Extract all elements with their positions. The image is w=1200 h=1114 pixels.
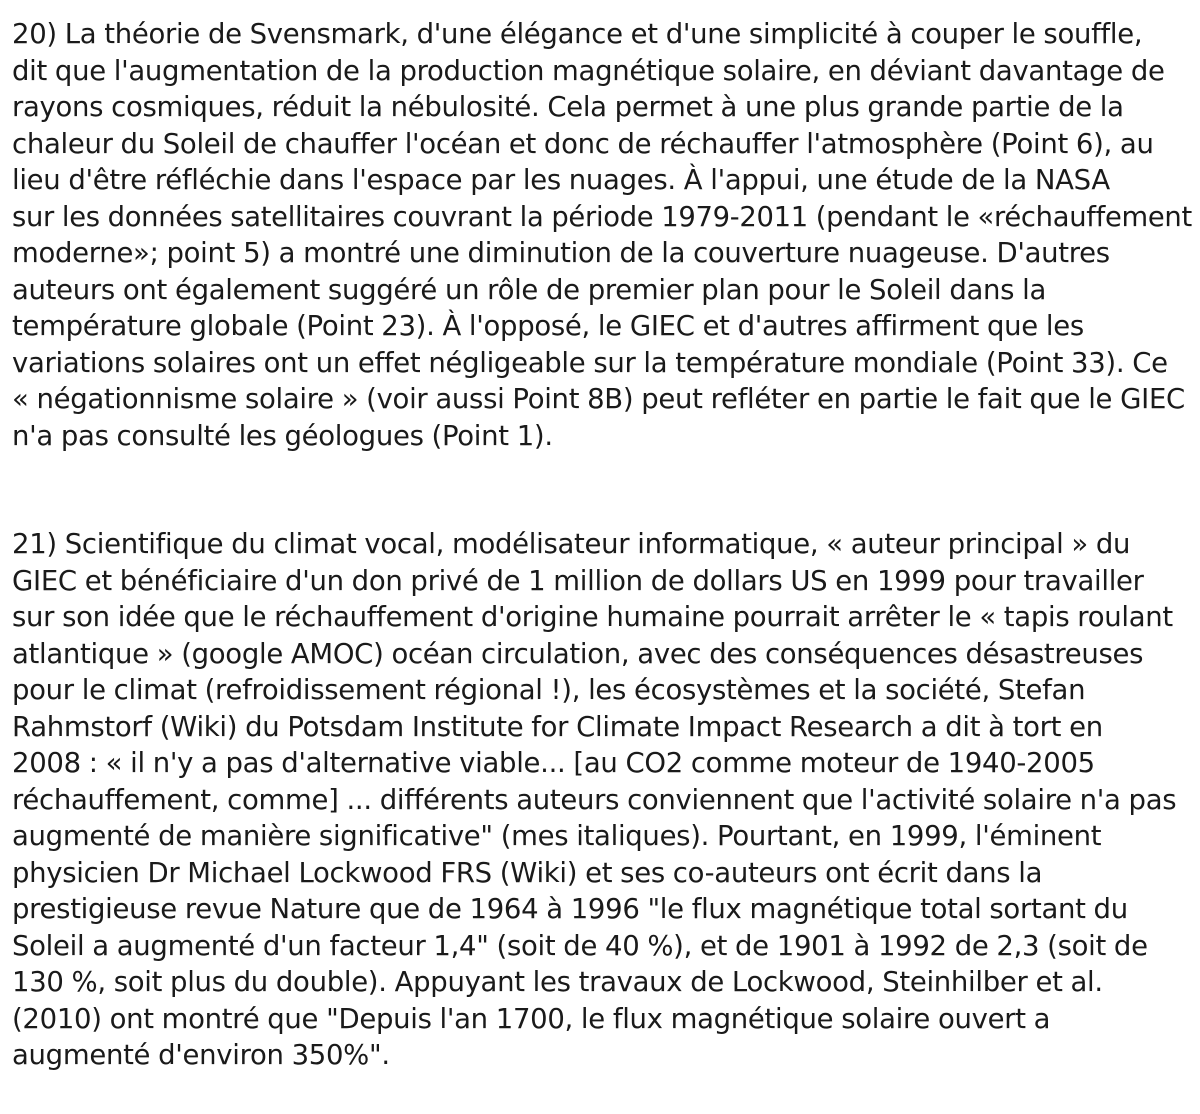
text-line: dit que l'augmentation de la production magnétique solaire, en déviant davantage de <box>12 54 1165 87</box>
text-line: Soleil a augmenté d'un facteur 1,4" (soit de 40 %), et de 1901 à 1992 de 2,3 (soit de <box>12 929 1148 962</box>
text-line: n'a pas consulté les géologues (Point 1). <box>12 419 553 452</box>
text-line: chaleur du Soleil de chauffer l'océan et donc de réchauffer l'atmosphère (Point 6), au <box>12 127 1154 160</box>
text-line: GIEC et bénéficiaire d'un don privé de 1 million de dollars US en 1999 pour travailler <box>12 564 1144 597</box>
text-line: 130 %, soit plus du double). Appuyant les travaux de Lockwood, Steinhilber et al. <box>12 966 1103 998</box>
text-line: auteurs ont également suggéré un rôle de premier plan pour le Soleil dans la <box>12 273 1047 306</box>
text-line: rayons cosmiques, réduit la nébulosité. Cela permet à une plus grande partie de la <box>12 91 1124 123</box>
text-line: Rahmstorf (Wiki) du Potsdam Institute for Climate Impact Research a dit à tort en <box>12 710 1103 743</box>
paragraph-21 <box>12 526 1192 1074</box>
text-line: prestigieuse revue Nature que de 1964 à 1996 "le flux magnétique total sortant du <box>12 893 1128 925</box>
text-line: physicien Dr Michael Lockwood FRS (Wiki) et ses co-auteurs ont écrit dans la <box>12 856 1043 889</box>
paragraph-20 <box>12 16 1192 454</box>
text-line: (2010) ont montré que "Depuis l'an 1700, le flux magnétique solaire ouvert a <box>12 1002 1051 1035</box>
text-line: sur les données satellitaires couvrant la période 1979-2011 (pendant le «réchauffement <box>12 200 1192 233</box>
text-line: augmenté de manière significative" (mes italiques). Pourtant, en 1999, l'éminent <box>12 820 1102 852</box>
text-line: réchauffement, comme] ... différents auteurs conviennent que l'activité solaire n'a pas <box>12 783 1177 816</box>
text-line: atlantique » (google AMOC) océan circulation, avec des conséquences désastreuses <box>12 637 1144 670</box>
text-line: moderne»; point 5) a montré une diminution de la couverture nuageuse. D'autres <box>12 237 1110 269</box>
text-line: 20) La théorie de Svensmark, d'une élégance et d'une simplicité à couper le souffle, <box>12 18 1143 50</box>
text-line: température globale (Point 23). À l'opposé, le GIEC et d'autres affirment que les <box>12 310 1084 342</box>
text-line: pour le climat (refroidissement régional !), les écosystèmes et la société, Stefan <box>12 674 1086 706</box>
document-page <box>12 16 1192 1074</box>
text-line: 2008 : « il n'y a pas d'alternative viable... [au CO2 comme moteur de 1940-2005 <box>12 747 1095 779</box>
text-line: lieu d'être réfléchie dans l'espace par les nuages. À l'appui, une étude de la NASA <box>12 164 1110 196</box>
text-line: augmenté d'environ 350%". <box>12 1039 390 1071</box>
text-line: variations solaires ont un effet négligeable sur la température mondiale (Point 33). Ce <box>12 346 1168 379</box>
text-line: 21) Scientifique du climat vocal, modélisateur informatique, « auteur principal » du <box>12 528 1131 560</box>
text-line: sur son idée que le réchauffement d'origine humaine pourrait arrêter le « tapis roulant <box>12 601 1173 633</box>
paragraph-spacer <box>12 454 1192 526</box>
text-line: « négationnisme solaire » (voir aussi Point 8B) peut refléter en partie le fait que le GIEC <box>12 383 1185 415</box>
